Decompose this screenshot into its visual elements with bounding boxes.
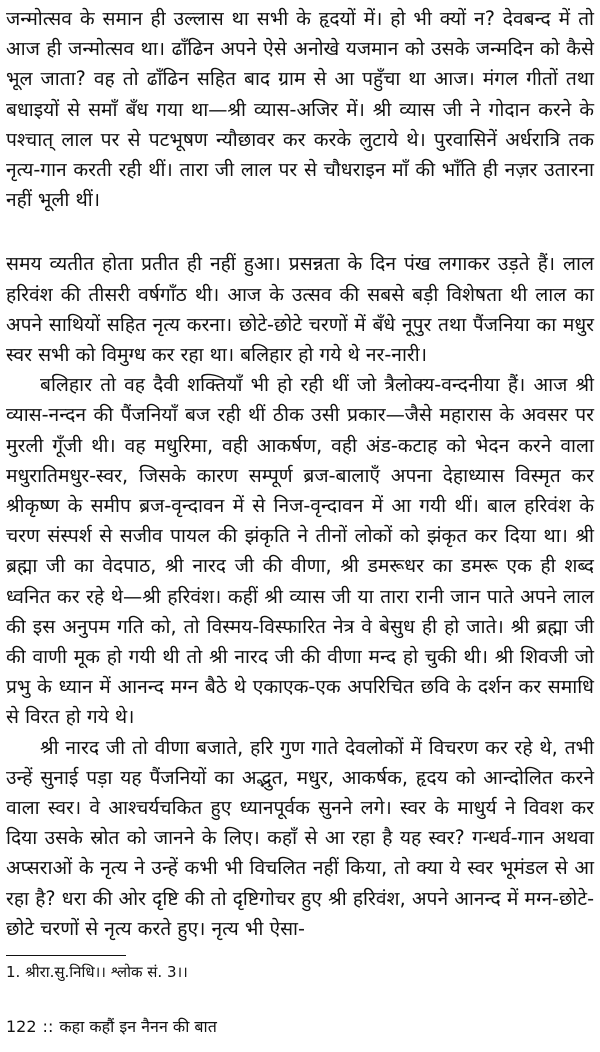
footnote: 1. श्रीरा.सु.निधि।। श्लोक सं. 3।। <box>6 963 188 981</box>
paragraph-2: समय व्यतीत होता प्रतीत ही नहीं हुआ। प्रसन्नता के दिन पंख लगाकर उड़ते हैं। लाल हरिवंश की तीसरी वर्षगाँठ थी। आज के उत्सव की सबसे बड़ी विशेषता थी लाल का अपने साथियों सहित नृत्य करना। छोटे-छोटे चरणों में बँधे नूपुर तथा पैंजनिया का मधुर स्वर सभी को विमुग्ध कर रहा था। बलिहार हो गये थे नर-नारी। <box>6 252 594 367</box>
paragraph-4: श्री नारद जी तो वीणा बजाते, हरि गुण गाते देवलोकों में विचरण कर रहे थे, तभी उन्हें सुनाई पड़ा यह पैंजनियों का अद्भुत, मधुर, आकर्षक, हृदय को आन्दोलित करने वाला स्वर। वे आश्चर्यचकित हुए ध्यानपूर्वक सुनने लगे। स्वर के माधुर्य ने विवश कर दिया उसके स्रोत को जानने के लिए। कहाँ से आ रहा है यह स्वर? गन्धर्व-गान अथवा अप्सराओं के नृत्य ने उन्हें कभी भी विचलित नहीं किया, तो क्या ये स्वर भूमंडल से आ रहा है? धरा की ओर दृष्टि की तो दृष्टिगोचर हुए श्री हरिवंश, अपने आनन्द में मग्न-छोटे-छोटे चरणों से नृत्य करते हुए। नृत्य भी ऐसा- <box>6 735 594 940</box>
footer-separator: :: <box>42 1017 54 1036</box>
book-title: कहा कहौं इन नैनन की बात <box>59 1017 217 1036</box>
paragraph-3: बलिहार तो वह दैवी शक्तियाँ भी हो रही थीं जो त्रैलोक्य-वन्दनीया हैं। आज श्री व्यास-नन्दन की पैंजनियाँ बज रही थीं ठीक उसी प्रकार—जैसे महारास के अवसर पर मुरली गूँजी थी। वह मधुरिमा, वही आकर्षण, वही अंड-कटाह को भेदन करने वाला मधुरातिमधुर-स्वर, जिसके कारण सम्पूर्ण ब्रज-बालाएँ अपना देहाध्यास विस्मृत कर श्रीकृष्ण के समीप ब्रज-वृन्दावन में से निज-वृन्दावन में आ गयी थीं। बाल हरिवंश के चरण संस्पर्श से सजीव पायल की झंकृति ने तीनों लोकों को झंकृत कर दिया था। श्री ब्रह्मा जी का वेदपाठ, श्री नारद जी की वीणा, श्री डमरूधर का डमरू एक ही शब्द ध्वनित कर रहे थे—श्री हरिवंश। कहीं श्री व्यास जी या तारा रानी जान पाते अपने लाल की इस अनुपम गति को, तो विस्मय-विस्फारित नेत्र वे बेसुध ही हो जाते। श्री ब्रह्मा जी की वाणी मूक हो गयी थी तो श्री नारद जी की वीणा मन्द हो चुकी थी। श्री शिवजी जो प्रभु के ध्यान में आनन्द मग्न बैठे थे एकाएक-एक अपरिचित छवि के दर्शन कर समाधि से विरत हो गये थे। <box>6 373 594 729</box>
paragraph-1: जन्मोत्सव के समान ही उल्लास था सभी के हृदयों में। हो भी क्यों न? देवबन्द में तो आज ही जन्मोत्सव था। ढाँढिन अपने ऐसे अनोखे यजमान को उसके जन्मदिन को कैसे भूल जाता? वह तो ढाँढिन सहित बाद ग्राम से आ पहुँचा था आज। मंगल गीतों तथा बधाइयों से समाँ बँध गया था—श्री व्यास-अजिर में। श्री व्यास जी ने गोदान करने के पश्चात् लाल पर से पटभूषण न्यौछावर कर करके लुटाये थे। पुरवासिनें अर्धरात्रि तक नृत्य-गान करती रही थीं। तारा जी लाल पर से चौधराइन माँ की भाँति ही नज़र उतारना नहीं भूली थीं। <box>6 7 594 212</box>
page-number: 122 <box>6 1017 37 1036</box>
footnote-divider <box>6 955 126 956</box>
running-footer <box>6 1016 217 1038</box>
body-text <box>6 4 594 944</box>
